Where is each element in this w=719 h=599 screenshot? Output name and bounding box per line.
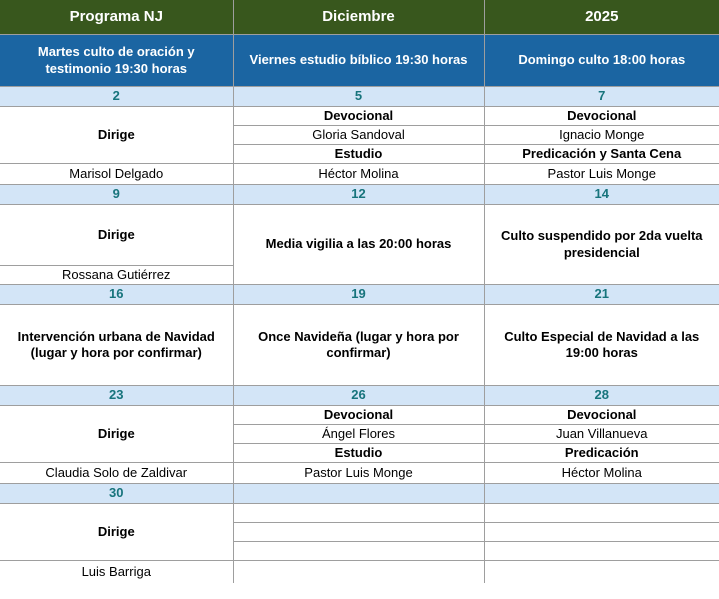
event-cell[interactable]: Media vigilia a las 20:00 horas [233,205,484,285]
date-cell[interactable]: 2 [0,87,233,107]
person-cell[interactable]: Claudia Solo de Zaldivar [0,463,233,484]
header-cell-year[interactable]: 2025 [484,0,719,35]
section-label-cell[interactable]: Devocional [233,107,484,126]
date-cell[interactable]: 30 [0,484,233,504]
subtitle-row [0,35,719,87]
person-cell[interactable]: Ignacio Monge [484,126,719,145]
date-row-week2 [0,185,719,205]
empty-cell[interactable] [233,504,484,523]
role-label-cell[interactable]: Dirige [0,406,233,463]
person-cell[interactable]: Héctor Molina [484,463,719,484]
role-label-cell[interactable]: Dirige [0,205,233,266]
section-label-cell[interactable]: Predicación [484,444,719,463]
empty-cell[interactable] [484,542,719,561]
date-cell[interactable]: 23 [0,386,233,406]
event-cell[interactable]: Culto Especial de Navidad a las 19:00 horas [484,305,719,386]
subheader-cell-tuesday[interactable]: Martes culto de oración y testimonio 19:30 horas [0,35,233,87]
person-cell[interactable]: Rossana Gutiérrez [0,266,233,285]
date-row-week5 [0,484,719,504]
date-row-week1 [0,87,719,107]
person-cell[interactable]: Marisol Delgado [0,164,233,185]
date-cell[interactable]: 14 [484,185,719,205]
date-cell[interactable]: 5 [233,87,484,107]
section-label-cell[interactable]: Devocional [233,406,484,425]
date-cell[interactable]: 26 [233,386,484,406]
date-cell[interactable]: 21 [484,285,719,305]
section-label-cell[interactable]: Estudio [233,444,484,463]
date-row-week4 [0,386,719,406]
person-cell[interactable]: Juan Villanueva [484,425,719,444]
empty-cell[interactable] [484,561,719,583]
role-label-cell[interactable]: Dirige [0,107,233,164]
person-cell[interactable]: Héctor Molina [233,164,484,185]
person-cell[interactable]: Gloria Sandoval [233,126,484,145]
date-cell[interactable] [233,484,484,504]
subheader-cell-friday[interactable]: Viernes estudio bíblico 19:30 horas [233,35,484,87]
date-cell[interactable]: 9 [0,185,233,205]
empty-cell[interactable] [484,523,719,542]
header-cell-month[interactable]: Diciembre [233,0,484,35]
date-cell[interactable]: 28 [484,386,719,406]
person-cell[interactable]: Pastor Luis Monge [484,164,719,185]
date-cell[interactable]: 16 [0,285,233,305]
section-label-cell[interactable]: Estudio [233,145,484,164]
person-cell[interactable]: Luis Barriga [0,561,233,583]
header-cell-program[interactable]: Programa NJ [0,0,233,35]
event-cell[interactable]: Predicación y Santa Cena [484,145,719,164]
date-row-week3 [0,285,719,305]
section-label-cell[interactable]: Devocional [484,406,719,425]
role-label-cell[interactable]: Dirige [0,504,233,561]
person-cell[interactable]: Pastor Luis Monge [233,463,484,484]
date-cell[interactable]: 19 [233,285,484,305]
event-cell[interactable]: Culto suspendido por 2da vuelta presidencial [484,205,719,285]
date-cell[interactable] [484,484,719,504]
person-cell[interactable]: Ángel Flores [233,425,484,444]
empty-cell[interactable] [233,523,484,542]
date-cell[interactable]: 12 [233,185,484,205]
title-row [0,0,719,35]
section-label-cell[interactable]: Devocional [484,107,719,126]
event-cell[interactable]: Intervención urbana de Navidad (lugar y hora por confirmar) [0,305,233,386]
empty-cell[interactable] [233,542,484,561]
event-cell[interactable]: Once Navideña (lugar y hora por confirmar) [233,305,484,386]
empty-cell[interactable] [233,561,484,583]
empty-cell[interactable] [484,504,719,523]
subheader-cell-sunday[interactable]: Domingo culto 18:00 horas [484,35,719,87]
date-cell[interactable]: 7 [484,87,719,107]
